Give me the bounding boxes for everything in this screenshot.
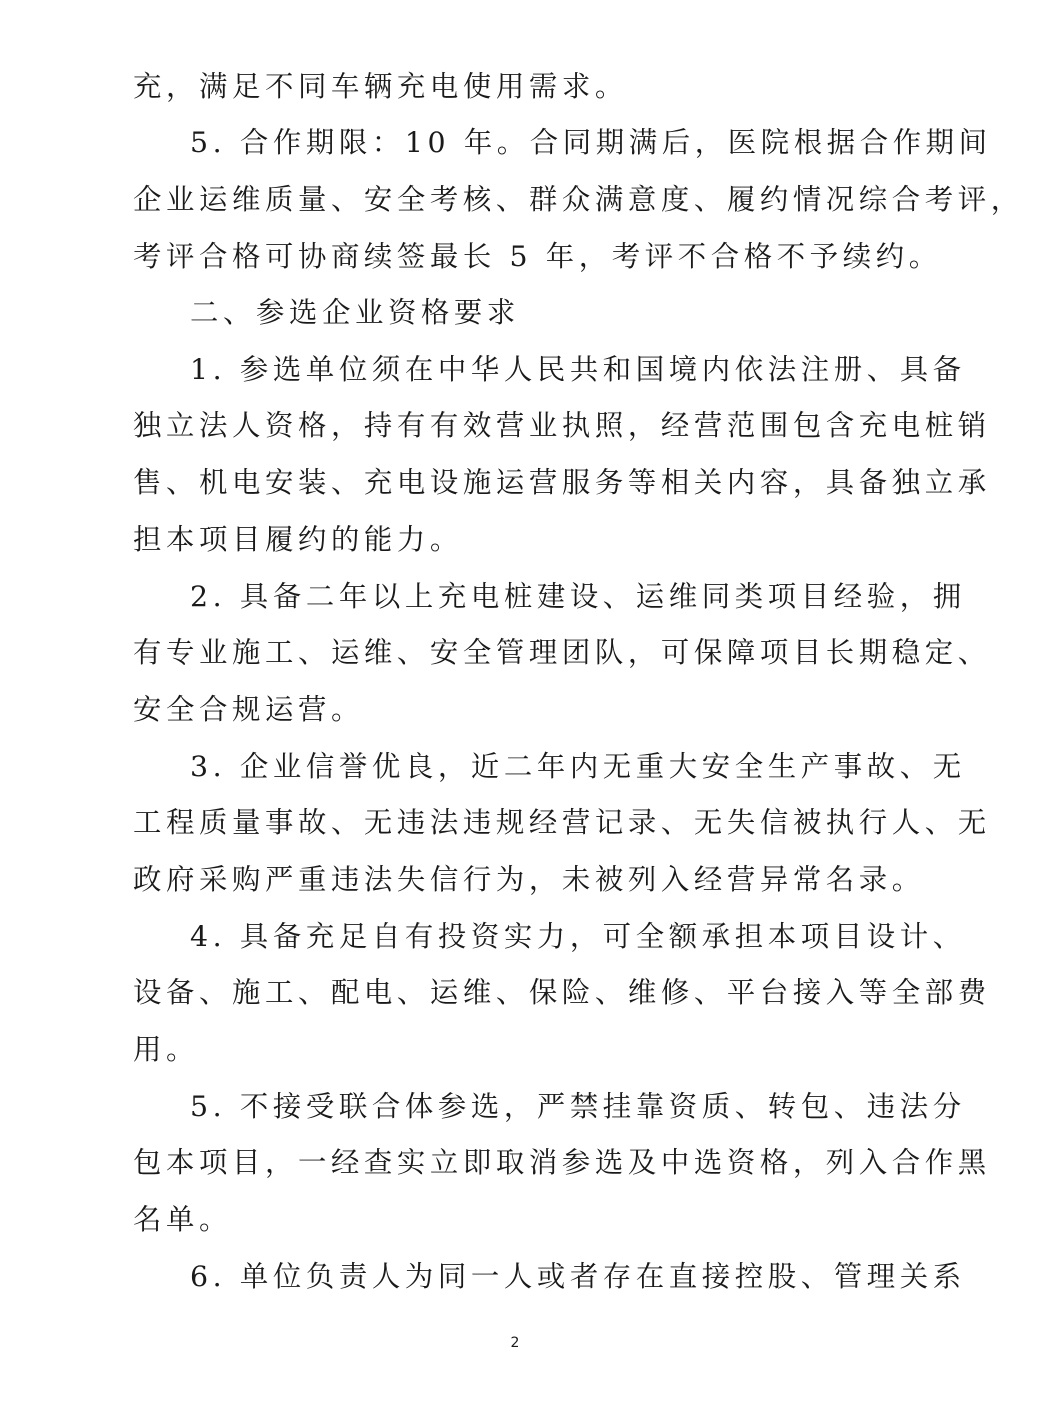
text-line: 独立法人资格，持有有效营业执照，经营范围包含充电桩销: [133, 409, 991, 442]
text-line: 企业运维质量、安全考核、群众满意度、履约情况综合考评，: [133, 183, 1024, 216]
text-line: 5. 不接受联合体参选，严禁挂靠资质、转包、违法分: [190, 1090, 966, 1123]
text-line: 2. 具备二年以上充电桩建设、运维同类项目经验，拥: [190, 580, 966, 613]
text-line: 3. 企业信誉优良，近二年内无重大安全生产事故、无: [190, 750, 966, 783]
section-heading: 二、参选企业资格要求: [190, 296, 520, 329]
text-line: 担本项目履约的能力。: [133, 523, 463, 556]
text-line: 工程质量事故、无违法违规经营记录、无失信被执行人、无: [133, 806, 991, 839]
text-line: 设备、施工、配电、运维、保险、维修、平台接入等全部费: [133, 976, 991, 1009]
text-line: 政府采购严重违法失信行为，未被列入经营异常名录。: [133, 863, 925, 896]
text-line: 6. 单位负责人为同一人或者存在直接控股、管理关系: [190, 1260, 966, 1293]
page-number: 2: [510, 1335, 520, 1351]
text-line: 5. 合作期限：10 年。合同期满后，医院根据合作期间: [190, 126, 992, 159]
text-line: 名单。: [133, 1203, 232, 1236]
text-line: 考评合格可协商续签最长 5 年，考评不合格不予续约。: [133, 240, 942, 273]
text-line: 包本项目，一经查实立即取消参选及中选资格，列入合作黑: [133, 1146, 991, 1179]
text-line: 1. 参选单位须在中华人民共和国境内依法注册、具备: [190, 353, 966, 386]
text-line: 用。: [133, 1033, 199, 1066]
text-line: 充，满足不同车辆充电使用需求。: [133, 70, 628, 103]
text-line: 4. 具备充足自有投资实力，可全额承担本项目设计、: [190, 920, 966, 953]
text-line: 安全合规运营。: [133, 693, 364, 726]
text-line: 售、机电安装、充电设施运营服务等相关内容，具备独立承: [133, 466, 991, 499]
text-line: 有专业施工、运维、安全管理团队，可保障项目长期稳定、: [133, 636, 991, 669]
